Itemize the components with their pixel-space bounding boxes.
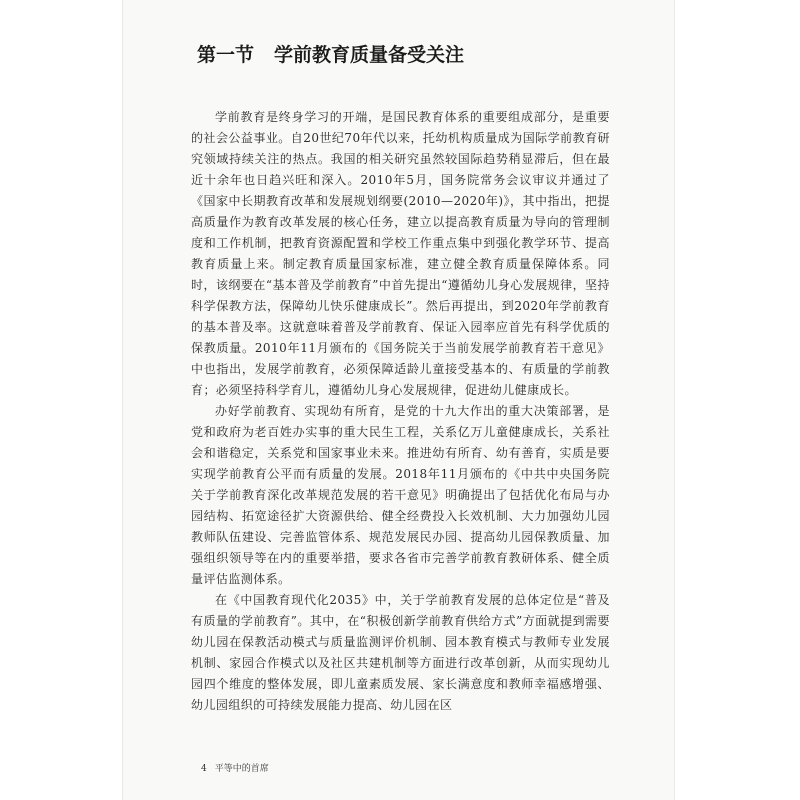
body-text bbox=[191, 107, 610, 716]
running-title: 平等中的首席 bbox=[214, 764, 269, 774]
paragraph: 办好学前教育、实现幼有所育，是党的十九大作出的重大决策部署，是党和政府为老百姓办实事的重大民生工程，关系亿万儿童健康成长，关系社会和谐稳定，关系党和国家事业未来。推进幼有所育、幼有善育，实质是要实现学前教育公平而有质量的发展。2018年11月颁布的《中共中央国务院关于学前教育深化改革规范发展的若干意见》明确提出了包括优化布局与办园结构、拓宽途径扩大资源供给、健全经费投入长效机制、大力加强幼儿园教师队伍建设、完善监管体系、规范发展民办园、提高幼儿园保教质量、加强组织领导等在内的重要举措，要求各省市完善学前教育教研体系、健全质量评估监测体系。 bbox=[191, 404, 610, 586]
book-page bbox=[122, 0, 675, 800]
page-number: 4 bbox=[201, 764, 207, 774]
section-heading bbox=[197, 40, 464, 67]
paragraph: 学前教育是终身学习的开端，是国民教育体系的重要组成部分，是重要的社会公益事业。自20世纪70年代以来，托幼机构质量成为国际学前教育研究领域持续关注的热点。我国的相关研究虽然较国际趋势稍显滞后，但在最近十余年也日趋兴旺和深入。2010年5月，国务院常务会议审议并通过了《国家中长期教育改革和发展规划纲要(2010—2020年)》，其中指出，把提高质量作为教育改革发展的核心任务，建立以提高教育质量为导向的管理制度和工作机制，把教育资源配置和学校工作重点集中到强化教学环节、提高教育质量上来。制定教育质量国家标准，建立健全教育质量保障体系。同时，该纲要在“基本普及学前教育”中首先提出“遵循幼儿身心发展规律，坚持科学保教方法，保障幼儿快乐健康成长”。然后再提出，到2020年学前教育的基本普及率。这就意味着普及学前教育、保证入园率应首先有科学优质的保教质量。2010年11月颁布的《国务院关于当前发展学前教育若干意见》中也指出，发展学前教育，必须保障适龄儿童接受基本的、有质量的学前教育；必须坚持科学育儿，遵循幼儿身心发展规律，促进幼儿健康成长。 bbox=[191, 110, 610, 397]
section-number: 第一节 bbox=[197, 44, 255, 66]
paragraph: 在《中国教育现代化2035》中，关于学前教育发展的总体定位是“普及有质量的学前教育”。其中，在“积极创新学前教育供给方式”方面就提到需要幼儿园在保教活动模式与质量监测评价机制、园本教育模式与教师专业发展机制、家园合作模式以及社区共建机制等方面进行改革创新，从而实现幼儿园四个维度的整体发展，即儿童素质发展、家长满意度和教师幸福感增强、幼儿园组织的可持续发展能力提高、幼儿园在区 bbox=[191, 593, 610, 712]
page-footer bbox=[201, 761, 269, 774]
section-title: 学前教育质量备受关注 bbox=[274, 44, 465, 66]
